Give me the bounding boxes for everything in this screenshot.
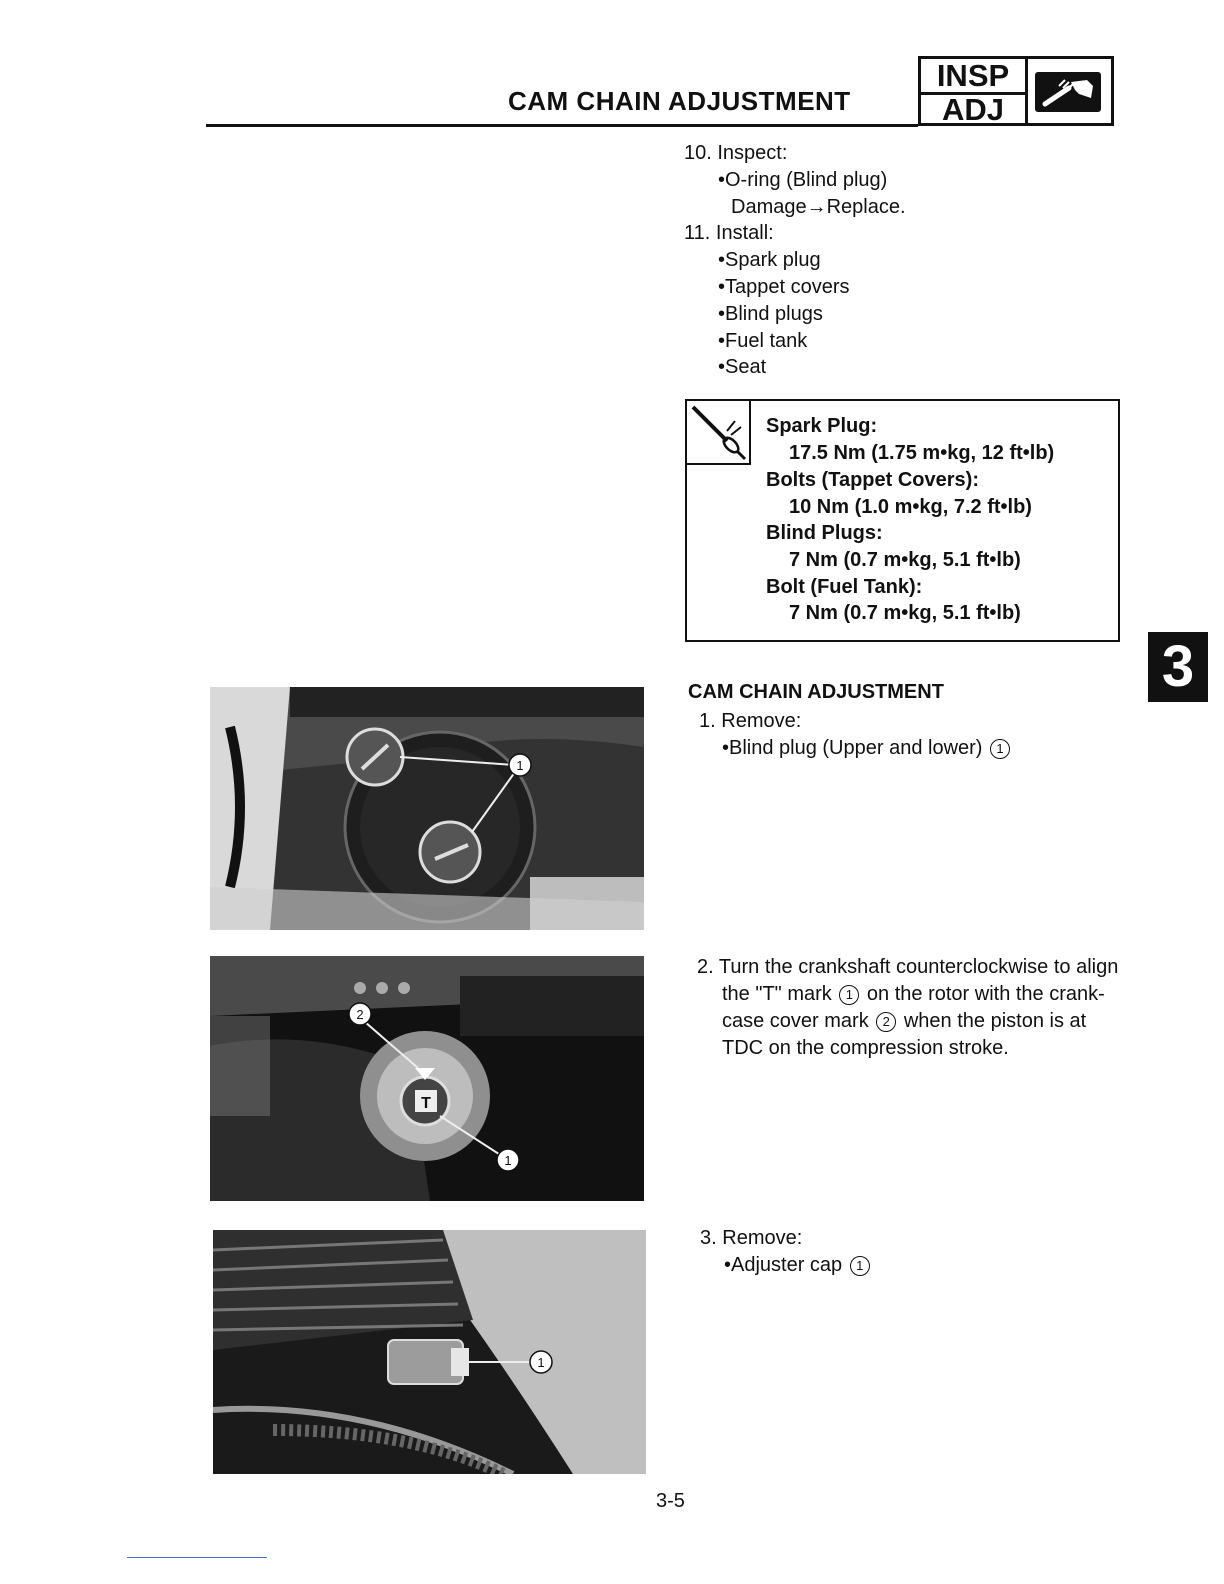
bullet-item: •Blind plugs xyxy=(718,303,823,325)
step-number: 3. xyxy=(700,1227,717,1249)
step-2-line xyxy=(722,1008,1086,1035)
torque-value: 10 Nm (1.0 m•kg, 7.2 ft•lb) xyxy=(789,496,1032,518)
photo-callout: 1 xyxy=(537,1355,545,1370)
step-label: Inspect: xyxy=(717,142,788,164)
step-1 xyxy=(699,708,801,735)
bullet-item xyxy=(722,735,1012,762)
section-heading: CAM CHAIN ADJUSTMENT xyxy=(688,681,944,703)
step-number: 10. xyxy=(684,142,712,164)
bullet-item: •Seat xyxy=(718,356,767,378)
step-text: when the piston is at xyxy=(903,1010,1087,1032)
step-10 xyxy=(684,140,787,167)
reference-number: 2 xyxy=(876,1012,896,1032)
photo-callout: 1 xyxy=(504,1153,512,1168)
reference-number: 1 xyxy=(850,1256,870,1276)
step-label: Remove: xyxy=(721,710,802,732)
page-title: CAM CHAIN ADJUSTMENT xyxy=(508,86,851,116)
step-number: 11. xyxy=(684,222,711,244)
step-label: Remove: xyxy=(722,1227,803,1249)
step-text: the "T" mark xyxy=(722,983,832,1005)
torque-value: 7 Nm (0.7 m•kg, 5.1 ft•lb) xyxy=(789,602,1021,624)
step-2-line xyxy=(697,954,1118,981)
reference-number: 1 xyxy=(839,985,859,1005)
step-2-line xyxy=(722,981,1105,1008)
photo-callout: 1 xyxy=(516,758,524,773)
wrench-screwdriver-icon xyxy=(1035,72,1101,112)
bullet-text: •Blind plug (Upper and lower) xyxy=(722,737,983,759)
bullet-item: •Tappet covers xyxy=(718,276,850,298)
photo-callout: 2 xyxy=(356,1007,364,1022)
reference-number: 1 xyxy=(990,739,1010,759)
photo-adjuster-cap xyxy=(213,1230,646,1474)
step-text: case cover mark xyxy=(722,1010,869,1032)
badge-top-label: INSP xyxy=(921,59,1025,95)
torque-value: 17.5 Nm (1.75 m•kg, 12 ft•lb) xyxy=(789,442,1055,464)
bullet-item: •Fuel tank xyxy=(718,330,808,352)
torque-label: Blind Plugs: xyxy=(766,522,883,544)
step-2-line: TDC on the compression stroke. xyxy=(722,1037,1009,1059)
torque-wrench-icon xyxy=(685,399,751,465)
badge-bottom-label: ADJ xyxy=(941,92,1004,127)
insp-adj-badge xyxy=(918,56,1114,126)
sub-item: Damage→Replace. xyxy=(731,196,906,218)
bullet-item xyxy=(724,1252,872,1279)
torque-spec-box xyxy=(685,399,1120,642)
photo-blind-plugs xyxy=(210,687,644,930)
step-11 xyxy=(684,220,774,247)
step-label: Install: xyxy=(715,222,774,244)
section-tab: 3 xyxy=(1148,632,1208,702)
rotor-mark-label: T xyxy=(421,1095,431,1112)
torque-label: Bolt (Fuel Tank): xyxy=(766,576,923,598)
step-text: on the rotor with the crank- xyxy=(866,983,1105,1005)
bullet-item: •Spark plug xyxy=(718,249,821,271)
torque-label: Spark Plug: xyxy=(766,415,878,437)
photo-rotor-mark xyxy=(210,956,644,1201)
badge-text-cell xyxy=(921,58,1028,127)
step-number: 1. xyxy=(699,710,716,732)
step-number: 2. xyxy=(697,956,714,978)
header-rule xyxy=(206,124,918,127)
torque-label: Bolts (Tappet Covers): xyxy=(766,469,979,491)
bullet-item: •O-ring (Blind plug) xyxy=(718,169,888,191)
bullet-text: •Adjuster cap xyxy=(724,1254,843,1276)
page-number: 3-5 xyxy=(656,1490,685,1512)
step-text: Turn the crankshaft counterclockwise to align xyxy=(718,956,1119,978)
step-3 xyxy=(700,1225,802,1252)
torque-value: 7 Nm (0.7 m•kg, 5.1 ft•lb) xyxy=(789,549,1021,571)
footer-underline xyxy=(127,1557,267,1558)
